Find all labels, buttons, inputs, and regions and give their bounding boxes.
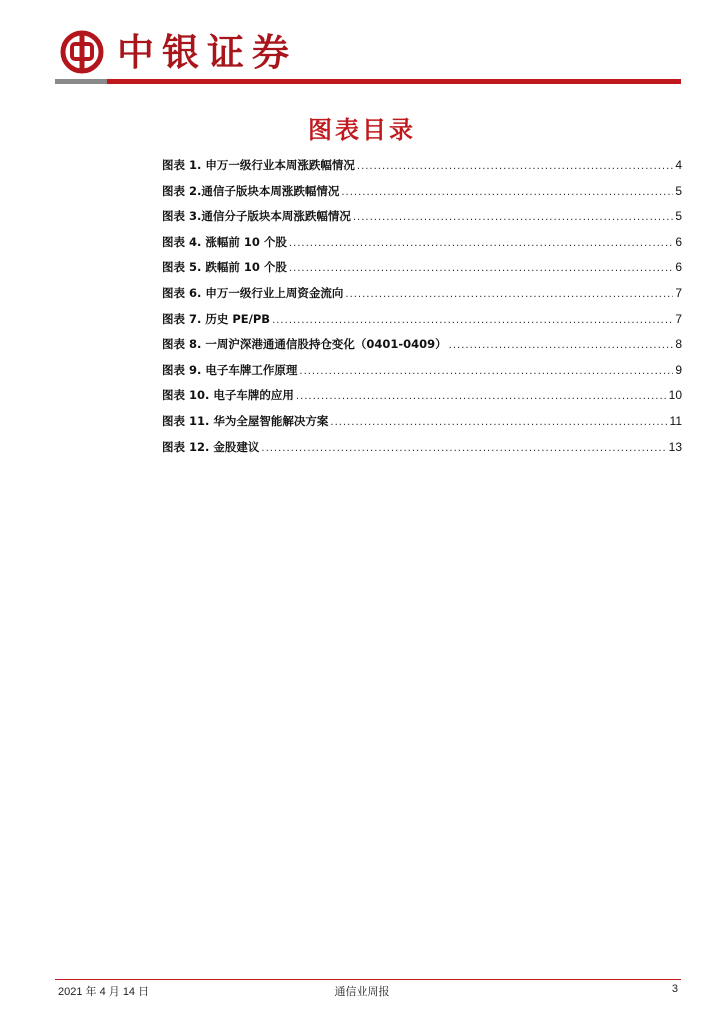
- toc-entry-label: 图表 3.通信分子版块本周涨跌幅情况: [162, 209, 351, 224]
- toc-leader-dots: [345, 289, 673, 300]
- header-divider-accent: [55, 79, 107, 84]
- toc-list: [162, 157, 682, 464]
- toc-entry[interactable]: [162, 387, 682, 413]
- toc-leader-dots: [299, 366, 673, 377]
- toc-entry-page: 9: [675, 362, 682, 377]
- toc-entry[interactable]: [162, 439, 682, 465]
- brand-name: 中银证券: [117, 30, 297, 74]
- toc-entry-label: 图表 10. 电子车牌的应用: [162, 388, 294, 403]
- toc-leader-dots: [449, 340, 674, 351]
- toc-leader-dots: [296, 391, 667, 402]
- toc-entry[interactable]: [162, 183, 682, 209]
- toc-entry-label: 图表 9. 电子车牌工作原理: [162, 362, 298, 377]
- toc-leader-dots: [353, 212, 673, 223]
- footer-divider: [55, 979, 681, 980]
- toc-entry-label: 图表 2.通信子版块本周涨跌幅情况: [162, 183, 340, 198]
- toc-entry-label: 图表 7. 历史 PE/PB: [162, 311, 271, 326]
- toc-entry[interactable]: [162, 259, 682, 285]
- toc-entry[interactable]: [162, 285, 682, 311]
- footer-date: 2021 年 4 月 14 日: [58, 986, 150, 998]
- bank-of-china-logo-icon: [60, 30, 104, 74]
- toc-entry-page: 7: [675, 311, 682, 326]
- toc-entry[interactable]: [162, 336, 682, 362]
- toc-entry[interactable]: [162, 157, 682, 183]
- toc-entry-label: 图表 5. 跌幅前 10 个股: [162, 260, 287, 275]
- toc-title: 图表目录: [308, 116, 416, 144]
- header-divider: [55, 79, 681, 84]
- toc-entry-label: 图表 6. 申万一级行业上周资金流向: [162, 285, 344, 300]
- toc-entry-page: 6: [675, 260, 682, 275]
- footer-page-number: 3: [671, 983, 678, 995]
- toc-entry-page: 7: [675, 285, 682, 300]
- toc-entry-page: 5: [675, 209, 682, 224]
- toc-entry-page: 8: [675, 337, 682, 352]
- toc-entry[interactable]: [162, 234, 682, 260]
- toc-entry-page: 11: [669, 413, 682, 428]
- toc-leader-dots: [289, 238, 673, 249]
- page-header: [0, 0, 724, 90]
- toc-entry-label: 图表 11. 华为全屋智能解决方案: [162, 413, 329, 428]
- toc-entry-label: 图表 8. 一周沪深港通通信股持仓变化（0401-0409）: [162, 337, 447, 352]
- toc-entry-label: 图表 12. 金股建议: [162, 439, 260, 454]
- toc-leader-dots: [272, 315, 673, 326]
- toc-entry-label: 图表 4. 涨幅前 10 个股: [162, 234, 287, 249]
- toc-entry[interactable]: [162, 362, 682, 388]
- toc-entry-page: 13: [668, 439, 682, 454]
- toc-entry-page: 6: [675, 234, 682, 249]
- toc-leader-dots: [341, 187, 673, 198]
- toc-leader-dots: [261, 443, 666, 454]
- toc-entry[interactable]: [162, 311, 682, 337]
- toc-leader-dots: [330, 417, 667, 428]
- toc-entry-label: 图表 1. 申万一级行业本周涨跌幅情况: [162, 158, 355, 172]
- toc-entry[interactable]: [162, 413, 682, 439]
- toc-leader-dots: [357, 161, 673, 172]
- footer-report-name: 通信业周报: [334, 985, 390, 998]
- toc-leader-dots: [289, 263, 673, 274]
- toc-entry-page: 5: [675, 183, 682, 198]
- toc-entry-page: 4: [675, 158, 682, 172]
- toc-entry-page: 10: [668, 388, 682, 403]
- toc-entry[interactable]: [162, 208, 682, 234]
